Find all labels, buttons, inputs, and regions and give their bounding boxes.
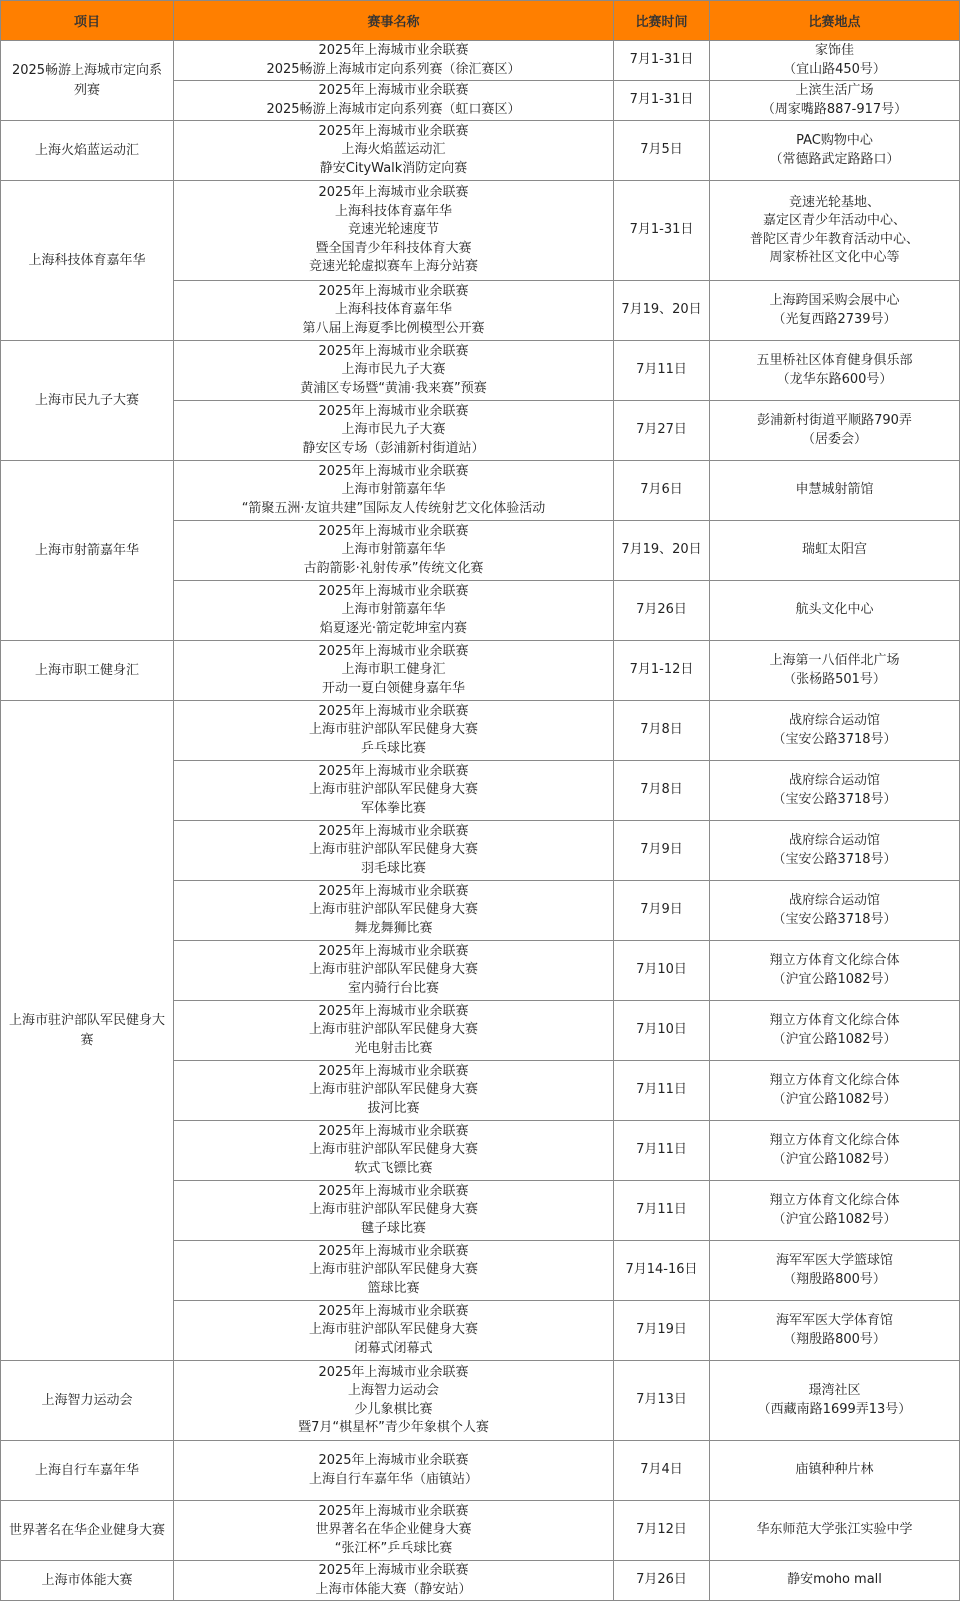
cell-line: 2025年上海城市业余联赛 bbox=[318, 943, 469, 959]
cell-line: 2025年上海城市业余联赛 bbox=[318, 343, 469, 359]
event-name-cell bbox=[174, 1121, 614, 1181]
cell-line: （宝安公路3718号） bbox=[772, 731, 897, 747]
cell-line: 彭浦新村街道平顺路790弄 bbox=[757, 413, 912, 428]
venue-cell bbox=[710, 121, 960, 181]
cell-line: 上海市射箭嘉年华 bbox=[341, 602, 446, 618]
table-row bbox=[1, 641, 960, 701]
cell-line: 上海市职工健身汇 bbox=[341, 662, 446, 678]
cell-line: 2025年上海城市业余联赛 bbox=[318, 523, 469, 539]
cell-line: 毽子球比赛 bbox=[360, 1220, 426, 1236]
time-cell: 7月4日 bbox=[614, 1441, 710, 1501]
event-name-cell bbox=[174, 1001, 614, 1061]
cell-line: 上海市驻沪部队军民健身大赛 bbox=[308, 1262, 478, 1278]
header-event-name: 赛事名称 bbox=[174, 1, 614, 41]
cell-line: 黄浦区专场暨“黄浦·我来赛”预赛 bbox=[300, 380, 487, 396]
time-cell: 7月26日 bbox=[614, 581, 710, 641]
event-name-cell bbox=[174, 761, 614, 821]
project-cell: 上海科技体育嘉年华 bbox=[1, 181, 174, 341]
cell-line: （光复西路2739号） bbox=[772, 311, 897, 327]
cell-line: 2025年上海城市业余联赛 bbox=[318, 1563, 469, 1578]
event-name-cell bbox=[174, 401, 614, 461]
cell-line: 2025年上海城市业余联赛 bbox=[318, 83, 469, 98]
event-name-cell bbox=[174, 1061, 614, 1121]
cell-line: 华东师范大学张江实验中学 bbox=[756, 1522, 913, 1538]
venue-cell bbox=[710, 461, 960, 521]
cell-line: 静安moho mall bbox=[787, 1572, 882, 1588]
cell-line: 军体拳比赛 bbox=[360, 800, 426, 816]
venue-cell bbox=[710, 521, 960, 581]
venue-cell bbox=[710, 41, 960, 81]
time-cell: 7月6日 bbox=[614, 461, 710, 521]
cell-line: 战府综合运动馆 bbox=[788, 833, 880, 848]
cell-line: 2025年上海城市业余联赛 bbox=[318, 403, 469, 419]
cell-line: （宝安公路3718号） bbox=[772, 851, 897, 867]
cell-line: 上海市驻沪部队军民健身大赛 bbox=[308, 1142, 478, 1158]
table-row bbox=[1, 181, 960, 281]
project-cell: 2025畅游上海城市定向系列赛 bbox=[1, 41, 174, 121]
time-cell: 7月1-31日 bbox=[614, 81, 710, 121]
cell-line: 古韵箭影·礼射传承”传统文化赛 bbox=[303, 560, 484, 576]
cell-line: 翔立方体育文化综合体 bbox=[769, 1193, 900, 1208]
event-name-cell bbox=[174, 701, 614, 761]
cell-line: 2025年上海城市业余联赛 bbox=[318, 1303, 469, 1319]
cell-line: 上海市驻沪部队军民健身大赛 bbox=[308, 1082, 478, 1098]
project-cell: 上海市职工健身汇 bbox=[1, 641, 174, 701]
venue-cell bbox=[710, 1441, 960, 1501]
cell-line: 翔立方体育文化综合体 bbox=[769, 953, 900, 968]
cell-line: 2025年上海城市业余联赛 bbox=[318, 763, 469, 779]
table-row bbox=[1, 1501, 960, 1561]
project-cell: 上海火焰蓝运动汇 bbox=[1, 121, 174, 181]
table-row bbox=[1, 1561, 960, 1601]
event-name-cell bbox=[174, 121, 614, 181]
time-cell: 7月9日 bbox=[614, 821, 710, 881]
cell-line: 篮球比赛 bbox=[367, 1280, 420, 1296]
header-project: 项目 bbox=[1, 1, 174, 41]
cell-line: 战府综合运动馆 bbox=[788, 893, 880, 908]
cell-line: 2025年上海城市业余联赛 bbox=[318, 1123, 469, 1139]
venue-cell bbox=[710, 881, 960, 941]
time-cell: 7月27日 bbox=[614, 401, 710, 461]
cell-line: 航头文化中心 bbox=[795, 602, 874, 618]
project-cell: 上海智力运动会 bbox=[1, 1361, 174, 1441]
venue-cell bbox=[710, 341, 960, 401]
cell-line: 翔立方体育文化综合体 bbox=[769, 1013, 900, 1028]
cell-line: 上海市驻沪部队军民健身大赛 bbox=[308, 962, 478, 978]
event-name-cell bbox=[174, 521, 614, 581]
event-name-cell bbox=[174, 821, 614, 881]
cell-line: 2025年上海城市业余联赛 bbox=[318, 1063, 469, 1079]
time-cell: 7月1-31日 bbox=[614, 181, 710, 281]
cell-line: （沪宜公路1082号） bbox=[772, 1091, 897, 1107]
header-row bbox=[1, 1, 960, 41]
cell-line: 普陀区青少年教育活动中心、 bbox=[749, 231, 919, 247]
cell-line: （居委会） bbox=[801, 431, 867, 447]
project-cell: 上海市射箭嘉年华 bbox=[1, 461, 174, 641]
cell-line: 上海第一八佰伴北广场 bbox=[769, 653, 900, 668]
event-name-cell bbox=[174, 461, 614, 521]
cell-line: （张杨路501号） bbox=[783, 671, 886, 687]
cell-line: 少儿象棋比赛 bbox=[354, 1401, 433, 1417]
cell-line: 2025年上海城市业余联赛 bbox=[318, 123, 469, 139]
cell-line: PAC购物中心 bbox=[796, 133, 873, 148]
table-header bbox=[1, 1, 960, 41]
time-cell: 7月26日 bbox=[614, 1561, 710, 1601]
cell-line: 上海市民九子大赛 bbox=[341, 422, 446, 438]
cell-line: 第八届上海夏季比例模型公开赛 bbox=[302, 320, 485, 336]
time-cell: 7月1-31日 bbox=[614, 41, 710, 81]
cell-line: 上海市驻沪部队军民健身大赛 bbox=[308, 842, 478, 858]
cell-line: 2025年上海城市业余联赛 bbox=[318, 463, 469, 479]
venue-cell bbox=[710, 1241, 960, 1301]
time-cell: 7月12日 bbox=[614, 1501, 710, 1561]
venue-cell bbox=[710, 1501, 960, 1561]
time-cell: 7月19、20日 bbox=[614, 521, 710, 581]
cell-line: 五里桥社区体育健身俱乐部 bbox=[756, 353, 913, 368]
table-row bbox=[1, 41, 960, 81]
project-cell: 上海市民九子大赛 bbox=[1, 341, 174, 461]
venue-cell bbox=[710, 401, 960, 461]
table-row bbox=[1, 1441, 960, 1501]
time-cell: 7月10日 bbox=[614, 941, 710, 1001]
event-name-cell bbox=[174, 81, 614, 121]
project-cell: 世界著名在华企业健身大赛 bbox=[1, 1501, 174, 1561]
time-cell: 7月8日 bbox=[614, 701, 710, 761]
cell-line: 海军军医大学篮球馆 bbox=[775, 1253, 893, 1268]
cell-line: 上滨生活广场 bbox=[795, 83, 874, 98]
cell-line: 舞龙舞狮比赛 bbox=[354, 920, 433, 936]
cell-line: 2025年上海城市业余联赛 bbox=[318, 583, 469, 599]
time-cell: 7月19、20日 bbox=[614, 281, 710, 341]
cell-line: （沪宜公路1082号） bbox=[772, 1211, 897, 1227]
cell-line: 上海市民九子大赛 bbox=[341, 362, 446, 378]
cell-line: （常德路武定路路口） bbox=[769, 151, 900, 167]
cell-line: 2025年上海城市业余联赛 bbox=[318, 1243, 469, 1259]
cell-line: （沪宜公路1082号） bbox=[772, 971, 897, 987]
cell-line: （周家嘴路887-917号） bbox=[761, 101, 908, 117]
cell-line: 战府综合运动馆 bbox=[788, 773, 880, 788]
time-cell: 7月11日 bbox=[614, 1181, 710, 1241]
cell-line: 拔河比赛 bbox=[367, 1100, 420, 1116]
header-venue: 比赛地点 bbox=[710, 1, 960, 41]
cell-line: （翔殷路800号） bbox=[783, 1271, 886, 1287]
venue-cell bbox=[710, 761, 960, 821]
venue-cell bbox=[710, 181, 960, 281]
time-cell: 7月5日 bbox=[614, 121, 710, 181]
table-body bbox=[1, 41, 960, 1601]
cell-line: 上海市驻沪部队军民健身大赛 bbox=[308, 1202, 478, 1218]
cell-line: （沪宜公路1082号） bbox=[772, 1151, 897, 1167]
cell-line: （宝安公路3718号） bbox=[772, 791, 897, 807]
cell-line: （沪宜公路1082号） bbox=[772, 1031, 897, 1047]
cell-line: 光电射击比赛 bbox=[354, 1040, 433, 1056]
header-time: 比赛时间 bbox=[614, 1, 710, 41]
cell-line: “张江杯”乒乓球比赛 bbox=[334, 1540, 453, 1556]
venue-cell bbox=[710, 641, 960, 701]
venue-cell bbox=[710, 1301, 960, 1361]
cell-line: 上海火焰蓝运动汇 bbox=[341, 142, 446, 158]
cell-line: 翔立方体育文化综合体 bbox=[769, 1073, 900, 1088]
cell-line: 2025年上海城市业余联赛 bbox=[318, 1453, 469, 1468]
cell-line: 上海科技体育嘉年华 bbox=[334, 203, 452, 219]
venue-cell bbox=[710, 581, 960, 641]
event-name-cell bbox=[174, 1361, 614, 1441]
cell-line: 2025年上海城市业余联赛 bbox=[318, 703, 469, 719]
event-name-cell bbox=[174, 1181, 614, 1241]
cell-line: 2025年上海城市业余联赛 bbox=[318, 883, 469, 899]
event-name-cell bbox=[174, 281, 614, 341]
time-cell: 7月11日 bbox=[614, 1121, 710, 1181]
event-name-cell bbox=[174, 581, 614, 641]
cell-line: 上海科技体育嘉年华 bbox=[334, 302, 452, 318]
cell-line: 2025年上海城市业余联赛 bbox=[318, 1503, 469, 1519]
cell-line: 焰夏逐光·箭定乾坤室内赛 bbox=[319, 620, 468, 636]
venue-cell bbox=[710, 821, 960, 881]
cell-line: 上海跨国采购会展中心 bbox=[769, 293, 900, 308]
cell-line: （西藏南路1699弄13号） bbox=[757, 1401, 912, 1417]
time-cell: 7月1-12日 bbox=[614, 641, 710, 701]
time-cell: 7月10日 bbox=[614, 1001, 710, 1061]
cell-line: 上海自行车嘉年华（庙镇站） bbox=[308, 1471, 478, 1487]
venue-cell bbox=[710, 1561, 960, 1601]
cell-line: 上海智力运动会 bbox=[347, 1383, 439, 1398]
cell-line: 2025年上海城市业余联赛 bbox=[318, 1003, 469, 1019]
table-row bbox=[1, 121, 960, 181]
cell-line: 上海市驻沪部队军民健身大赛 bbox=[308, 1322, 478, 1338]
cell-line: 乒乓球比赛 bbox=[360, 740, 426, 756]
cell-line: 开动一夏白领健身嘉年华 bbox=[321, 680, 465, 696]
time-cell: 7月11日 bbox=[614, 341, 710, 401]
time-cell: 7月19日 bbox=[614, 1301, 710, 1361]
cell-line: 2025年上海城市业余联赛 bbox=[318, 43, 469, 58]
venue-cell bbox=[710, 941, 960, 1001]
cell-line: 上海市射箭嘉年华 bbox=[341, 542, 446, 558]
cell-line: 上海市驻沪部队军民健身大赛 bbox=[308, 902, 478, 918]
cell-line: （龙华东路600号） bbox=[776, 371, 893, 387]
cell-line: 2025年上海城市业余联赛 bbox=[318, 185, 469, 201]
cell-line: 室内骑行台比赛 bbox=[347, 980, 439, 996]
cell-line: （宜山路450号） bbox=[783, 61, 886, 77]
cell-line: 上海市射箭嘉年华 bbox=[341, 482, 446, 498]
cell-line: 羽毛球比赛 bbox=[360, 860, 426, 876]
time-cell: 7月8日 bbox=[614, 761, 710, 821]
project-cell: 上海自行车嘉年华 bbox=[1, 1441, 174, 1501]
cell-line: 上海市驻沪部队军民健身大赛 bbox=[308, 722, 478, 738]
cell-line: 2025年上海城市业余联赛 bbox=[318, 823, 469, 839]
cell-line: 上海市驻沪部队军民健身大赛 bbox=[308, 782, 478, 798]
time-cell: 7月9日 bbox=[614, 881, 710, 941]
cell-line: 静安区专场（彭浦新村街道站） bbox=[302, 440, 485, 456]
table-row bbox=[1, 1361, 960, 1441]
cell-line: 2025年上海城市业余联赛 bbox=[318, 1364, 469, 1380]
event-name-cell bbox=[174, 941, 614, 1001]
cell-line: 2025年上海城市业余联赛 bbox=[318, 1183, 469, 1199]
venue-cell bbox=[710, 701, 960, 761]
cell-line: 申慧城射箭馆 bbox=[795, 482, 874, 498]
venue-cell bbox=[710, 1121, 960, 1181]
cell-line: 璟湾社区 bbox=[808, 1383, 861, 1398]
table-row bbox=[1, 341, 960, 401]
event-name-cell bbox=[174, 1501, 614, 1561]
cell-line: 海军军医大学体育馆 bbox=[775, 1313, 893, 1328]
venue-cell bbox=[710, 81, 960, 121]
venue-cell bbox=[710, 1001, 960, 1061]
cell-line: 家饰佳 bbox=[814, 43, 854, 58]
cell-line: 闭幕式闭幕式 bbox=[354, 1340, 433, 1356]
cell-line: 竞速光轮虚拟赛车上海分站赛 bbox=[308, 259, 478, 275]
cell-line: 2025年上海城市业余联赛 bbox=[318, 283, 469, 299]
time-cell: 7月14-16日 bbox=[614, 1241, 710, 1301]
table-row bbox=[1, 461, 960, 521]
cell-line: 上海市驻沪部队军民健身大赛 bbox=[308, 1022, 478, 1038]
event-name-cell bbox=[174, 341, 614, 401]
event-name-cell bbox=[174, 641, 614, 701]
cell-line: 软式飞镖比赛 bbox=[354, 1160, 433, 1176]
cell-line: 上海市体能大赛（静安站） bbox=[315, 1581, 472, 1597]
cell-line: （翔殷路800号） bbox=[783, 1331, 886, 1347]
cell-line: （宝安公路3718号） bbox=[772, 911, 897, 927]
event-name-cell bbox=[174, 181, 614, 281]
venue-cell bbox=[710, 1361, 960, 1441]
event-name-cell bbox=[174, 881, 614, 941]
cell-line: 嘉定区青少年活动中心、 bbox=[762, 213, 906, 228]
cell-line: “箭聚五洲·友谊共建”国际友人传统射艺文化体验活动 bbox=[241, 500, 546, 516]
cell-line: 庙镇种种片林 bbox=[795, 1462, 874, 1478]
event-name-cell bbox=[174, 41, 614, 81]
event-name-cell bbox=[174, 1241, 614, 1301]
table-row bbox=[1, 701, 960, 761]
time-cell: 7月11日 bbox=[614, 1061, 710, 1121]
event-name-cell bbox=[174, 1301, 614, 1361]
cell-line: 竞速光轮速度节 bbox=[347, 222, 439, 238]
event-name-cell bbox=[174, 1561, 614, 1601]
cell-line: 2025年上海城市业余联赛 bbox=[318, 643, 469, 659]
cell-line: 战府综合运动馆 bbox=[788, 713, 880, 728]
cell-line: 暨全国青少年科技体育大赛 bbox=[315, 240, 472, 256]
cell-line: 竞速光轮基地、 bbox=[788, 194, 880, 210]
cell-line: 2025畅游上海城市定向系列赛（虹口赛区） bbox=[266, 101, 521, 117]
cell-line: 静安CityWalk消防定向赛 bbox=[319, 160, 468, 176]
cell-line: 世界著名在华企业健身大赛 bbox=[315, 1522, 472, 1538]
cell-line: 瑞虹太阳宫 bbox=[801, 542, 867, 558]
project-cell: 上海市体能大赛 bbox=[1, 1561, 174, 1601]
venue-cell bbox=[710, 1181, 960, 1241]
cell-line: 暨7月“棋星杯”青少年象棋个人赛 bbox=[298, 1420, 489, 1435]
cell-line: 周家桥社区文化中心等 bbox=[769, 250, 900, 265]
time-cell: 7月13日 bbox=[614, 1361, 710, 1441]
venue-cell bbox=[710, 1061, 960, 1121]
venue-cell bbox=[710, 281, 960, 341]
event-name-cell bbox=[174, 1441, 614, 1501]
cell-line: 翔立方体育文化综合体 bbox=[769, 1133, 900, 1148]
cell-line: 2025畅游上海城市定向系列赛（徐汇赛区） bbox=[266, 61, 521, 77]
project-cell: 上海市驻沪部队军民健身大赛 bbox=[1, 701, 174, 1361]
